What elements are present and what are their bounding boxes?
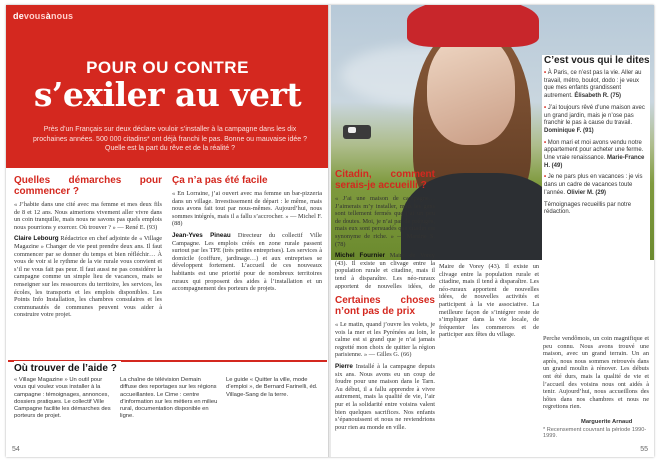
left-page <box>6 5 329 457</box>
section2-heading: Ça n’a pas été facile <box>172 175 268 186</box>
section3-cont: Maire de Vorey (43). Il existe un clivage entre la population rurale et citadine, mais il tend à disparaître. Les néo-ruraux apportent de nouvelles idées, de nouvelles activités et participent à la vie associative. La meilleure façon de s’intégrer reste de s’impliquer dans la vie locale, de fréquenter les commerces et de participer aux fêtes du village. <box>439 263 539 339</box>
section3-answer: Maire de Vorey (43). Il existe un clivage entre la population rurale et citadine, mais il tend à disparaître. Les néo-ruraux apportent de nouvelles idées, de <box>335 252 435 289</box>
red-hat-shape <box>407 5 539 47</box>
section1-quote: « J’habite dans une cité avec ma femme et mes deux fils de 8 et 12 ans. Nous aimerions vivement aller vivre dans un coin tranquille, mais nous ne savons pas quels emplois nous pourrions y exercer. Où trouver ? » — René E. (93) <box>14 201 162 231</box>
magazine-spread <box>6 5 654 457</box>
face-shape <box>427 33 515 145</box>
sidebar-item: Témoignages recueillis par notre rédaction. <box>544 201 632 216</box>
section1-answer: Rédactrice en chef adjointe de « Village Magazine » Changer de vie peut prendre deux ans. Il faut commencer par se donner du temps et bien réfléchir… À vous de voir si le rythme de la vie rurale vous convient et s’il ne vous fait pas peur. Il faut aussi ne pas considérer la campagne comme un simple lieu de vacances, mais se renseigner sur les ressources du territoire, les services, les écoles, les transports et les emplois disponibles. Les Points Info Installation, les chambres consulaires et les communautés de communes peuvent vous aider à construire votre projet. <box>14 235 162 319</box>
section2-quote: « En Lorraine, j’ai ouvert avec ma femme un bar-pizzeria dans un village. Investissement de départ : le même, mais nous avons fait tout par nous-mêmes. Aujourd’hui, nous sommes intégrés, mais il a fallu s’accrocher. » — Michel F. (88) <box>172 190 322 228</box>
section1-byline: Claire Lebourg <box>14 235 59 243</box>
infobox-col2: La chaîne de télévision Demain diffuse des reportages sur les régions accueillantes. Le Cime : centre d’information sur les métiers en milieu rural, documentation disponible en ligne. <box>120 377 218 420</box>
sidebar-item: • Je ne pars plus en vacances : je vis dans un cadre de vacances toute l’année. Olivier M. (29) <box>544 174 643 196</box>
section3 <box>335 169 435 289</box>
headline-line1: POUR OU CONTRE <box>86 58 249 77</box>
footnote: * Recensement couvrant la période 1990-1999. <box>543 427 647 439</box>
section3-byline: Michel Fournier <box>335 252 386 260</box>
section2-answer: Directeur du collectif Ville Campagne. Les emplois créés en zone rurale passent surtout par les TPE (très petites entreprises). Les services à domicile (coiffure, jardinage…) et aux entreprises se développent fortement. L’accueil de ces nouveaux habitants est une priorité pour de nombreux territoires ruraux qui proposent des aides à l’installation et un accompagnement des porteurs de projets. <box>172 231 322 293</box>
section3-quote: « J’ai une maison de campagne… J’aimerais m’y installer, mais les gens sont tellement fermés que j’ai un peu de doutes. Moi, je n’ai pas de préjugés, mais eux sont persuadés que citadin est synonyme de riche. » — Martine S. (78) <box>335 195 435 248</box>
section4-byline: Pierre <box>335 362 353 370</box>
section3-heading: Citadin, comment serais-je accueilli ? <box>335 169 435 191</box>
cow-shape <box>343 125 371 139</box>
help-infobox <box>8 360 327 456</box>
hero-banner <box>6 5 329 168</box>
infobox-col1: « Village Magazine » Un outil pour vous qui voulez vous installer à la campagne : témoignages, annonces, dossiers pratiques. Le collectif Ville Campagne facilite les démarches des porteurs de projet. <box>14 377 111 420</box>
folio-right: 55 <box>640 446 648 453</box>
section4-answer: Installé à la campagne depuis six ans. Nous avons eu un coup de foudre pour une maison dans le Tarn. Au début, il a fallu apprendre à vivre autrement, mais la qualité de vie, l’air pur et la solidarité entre voisins valent bien quelques sacrifices. Nos enfants s’épanouissent et nous ne reviendrions pour rien au monde en ville. <box>335 362 435 431</box>
lede: Près d’un Français sur deux déclare vouloir s’installer à la campagne dans les dix prochaines années. 500 000 citadins* ont déjà franchi le pas. Bonne ou mauvaise idée ? Quelle est la part du rêve et de la réalité ? <box>33 126 307 152</box>
right-page <box>331 5 654 457</box>
section2 <box>172 175 322 355</box>
headline-line2: s’exiler au vert <box>33 75 302 114</box>
infobox-title: Où trouver de l’aide ? <box>14 361 121 374</box>
section4 <box>335 295 435 445</box>
section1 <box>14 175 162 355</box>
section4-heading: Certaines choses n’ont pas de prix <box>335 295 435 317</box>
credit: Marguerite Arnaud <box>581 419 633 425</box>
sidebar-title: C’est vous qui le dites <box>544 55 650 66</box>
section4-quote: « Le matin, quand j’ouvre les volets, je vois la mer et les Pyrénées au loin, le calme est si grand que je n’ai jamais regretté mon choix de quitter la région parisienne. » — Gilles G. (66) <box>335 321 435 359</box>
section1-heading: Quelles démarches pour commencer ? <box>14 175 162 197</box>
sidebar-item: • J’ai toujours rêvé d’une maison avec un grand jardin, mais je n’ose pas franchir le pas à cause du travail. Dominique F. (91) <box>544 104 645 134</box>
folio-left: 54 <box>12 446 20 453</box>
section2-byline: Jean-Yves Pineau <box>172 231 231 239</box>
last-column: Perche vendômois, un coin magnifique et peu connu. Nous avons trouvé une maison, avec un grand terrain. Un an après, nous nous sommes retrouvés dans un grand moulin à rénover. Les débuts ont été durs, mais la qualité de vie et l’accueil des voisins nous ont aidés à tenir. Aujourd’hui, nous accueillons des hôtes dans nos chambres et nous ne regrettons rien. <box>543 335 649 411</box>
rubric-label: devousànous <box>13 11 74 21</box>
sidebar-item: • Mon mari et moi avons vendu notre appartement pour acheter une ferme. Une vraie renaissance. Marie-France H. (49) <box>544 139 645 169</box>
sidebar-item: • À Paris, ce n’est pas la vie. Aller au travail, métro, boulot, dodo : je veux que mes enfants grandissent autrement. Élisabeth R. (75) <box>544 70 642 100</box>
infobox-col3: Le guide « Quitter la ville, mode d’emploi », de Bernard Farinelli, éd. Village-Sang de la terre. <box>226 377 318 398</box>
